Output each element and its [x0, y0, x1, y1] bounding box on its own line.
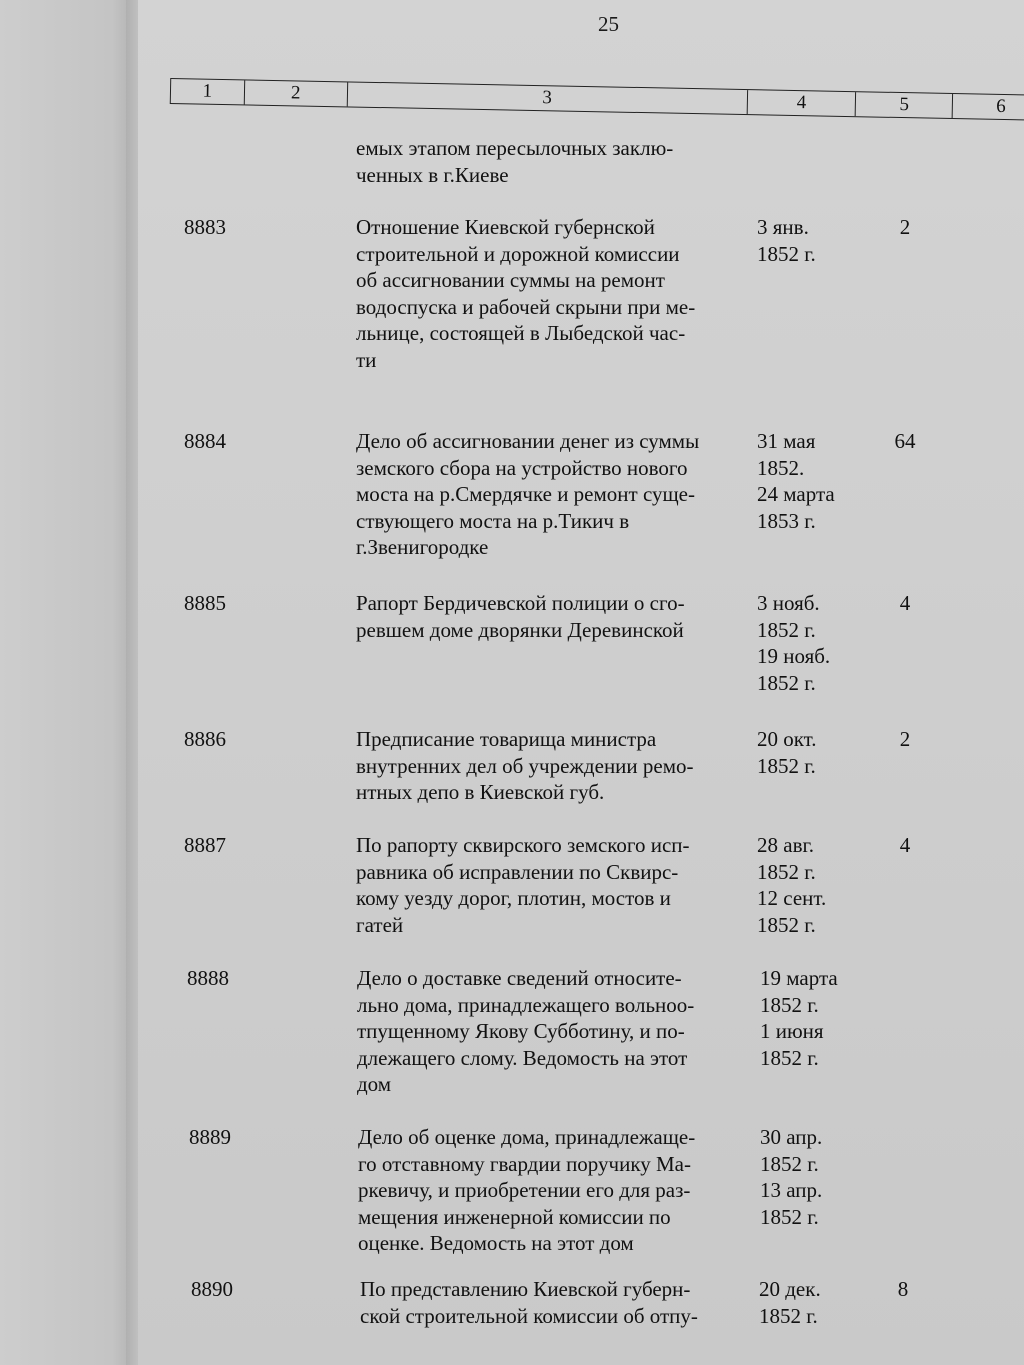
description-line: Дело об оценке дома, принадлежаще-: [358, 1125, 696, 1149]
description-line: нтных депо в Киевской губ.: [356, 780, 605, 804]
date-line: 1852 г.: [759, 1303, 818, 1328]
date-line: 1852 г.: [757, 859, 816, 884]
entry-number: 8885: [184, 591, 226, 615]
description-line: Предписание товарища министра: [356, 727, 657, 751]
entry-description: [356, 428, 746, 561]
description-line: Отношение Киевской губернской: [356, 215, 655, 239]
entry-sheet-count: 4: [899, 591, 911, 615]
description-line: ской строительной комиссии об отпу-: [360, 1303, 698, 1328]
date-line: 1852 г.: [760, 1045, 819, 1070]
entry-dates: [757, 832, 867, 938]
description-line: кому уезду дорог, плотин, мостов и: [356, 886, 671, 910]
description-line: мещения инженерной комиссии по: [358, 1204, 671, 1229]
description-line: Дело об ассигновании денег из суммы: [356, 429, 700, 453]
description-line: го отставному гвардии поручику Ма-: [358, 1151, 691, 1176]
entry-description: [360, 1276, 750, 1329]
date-line: 3 нояб.: [757, 591, 820, 615]
entry-description: [356, 832, 746, 938]
column-header-4: 4: [747, 90, 856, 116]
description-line: земского сбора на устройство нового: [356, 455, 688, 480]
date-line: 1852 г.: [757, 241, 816, 266]
date-line: 1852 г.: [760, 1204, 819, 1229]
entry-dates: [760, 1124, 870, 1230]
entry-description: [356, 590, 746, 643]
entry-sheet-count: 64: [894, 429, 916, 453]
description-line: оценке. Ведомость на этот дом: [358, 1231, 634, 1255]
date-line: 1852 г.: [760, 1151, 819, 1176]
entry-dates: [757, 726, 867, 779]
date-line: 1852 г.: [757, 617, 816, 642]
date-line: 28 авг.: [757, 833, 814, 857]
entry-number: 8888: [187, 966, 229, 990]
description-line: ствующего моста на р.Тикич в: [356, 508, 630, 533]
entry-number: 8887: [184, 833, 226, 857]
description-line: моста на р.Смердячке и ремонт суще-: [356, 482, 695, 506]
description-line: Дело о доставке сведений относите-: [357, 966, 682, 990]
description-line: ти: [356, 347, 377, 372]
column-header-1: 1: [171, 79, 245, 104]
description-line: ревшем доме дворянки Деревинской: [356, 617, 684, 642]
entry-dates: [760, 965, 870, 1071]
description-line: льно дома, принадлежащего вольноо-: [357, 992, 695, 1017]
column-header-2: 2: [245, 80, 348, 106]
date-line: 13 апр.: [760, 1178, 823, 1202]
entry-number: 8889: [189, 1125, 231, 1149]
entry-sheet-count: 2: [899, 215, 911, 239]
description-line: дом: [357, 1072, 392, 1096]
entry-number: 8886: [184, 727, 226, 751]
entry-description: [356, 135, 746, 188]
entry-description: [357, 965, 747, 1098]
description-line: гатей: [356, 912, 404, 937]
date-line: 1852 г.: [757, 753, 816, 778]
entry-dates: [757, 590, 867, 696]
entry-number: 8884: [184, 429, 226, 453]
date-line: 1852.: [757, 455, 805, 480]
description-line: льнице, состоящей в Лыбедской час-: [356, 321, 686, 345]
description-line: тпущенному Якову Субботину, и по-: [357, 1019, 685, 1043]
entry-dates: [759, 1276, 869, 1329]
description-line: ченных в г.Киеве: [356, 162, 509, 187]
date-line: 1853 г.: [757, 508, 816, 533]
date-line: 30 апр.: [760, 1125, 823, 1149]
date-line: 31 мая: [757, 429, 816, 453]
column-header-5: 5: [856, 92, 953, 118]
description-line: строительной и дорожной комиссии: [356, 241, 680, 266]
date-line: 1852 г.: [757, 670, 816, 695]
description-line: водоспуска и рабочей скрыни при ме-: [356, 294, 696, 319]
page-number: 25: [598, 12, 619, 36]
column-header-3: 3: [347, 82, 747, 114]
date-line: 1852 г.: [760, 992, 819, 1017]
date-line: 19 нояб.: [757, 644, 831, 668]
date-line: 12 сент.: [757, 886, 827, 910]
date-line: 1 июня: [760, 1019, 824, 1043]
entry-description: [356, 214, 746, 373]
date-line: 3 янв.: [757, 215, 809, 239]
description-line: длежащего слому. Ведомость на этот: [357, 1045, 688, 1070]
entry-sheet-count: 2: [899, 727, 911, 751]
description-line: внутренних дел об учреждении ремо-: [356, 753, 694, 778]
entry-number: 8890: [191, 1277, 233, 1301]
date-line: 1852 г.: [757, 912, 816, 937]
description-line: г.Звенигородке: [356, 535, 489, 559]
date-line: 19 марта: [760, 966, 838, 990]
description-line: ркевичу, и приобретении его для раз-: [358, 1178, 691, 1202]
date-line: 20 окт.: [757, 727, 817, 751]
description-line: По представлению Киевской губерн-: [360, 1277, 691, 1301]
entry-dates: [757, 428, 867, 534]
date-line: 24 марта: [757, 482, 835, 506]
entry-description: [356, 726, 746, 806]
entry-description: [358, 1124, 748, 1257]
description-line: Рапорт Бердичевской полиции о сго-: [356, 591, 685, 615]
date-line: 20 дек.: [759, 1277, 821, 1301]
column-header-6: 6: [995, 95, 1006, 118]
description-line: равника об исправлении по Сквирс-: [356, 859, 679, 884]
entry-sheet-count: 4: [899, 833, 911, 857]
entry-sheet-count: 8: [897, 1277, 909, 1301]
description-line: емых этапом пересылочных заклю-: [356, 136, 674, 160]
entry-number: 8883: [184, 215, 226, 239]
entry-dates: [757, 214, 867, 267]
description-line: об ассигновании суммы на ремонт: [356, 268, 665, 292]
description-line: По рапорту сквирского земского исп-: [356, 833, 690, 857]
